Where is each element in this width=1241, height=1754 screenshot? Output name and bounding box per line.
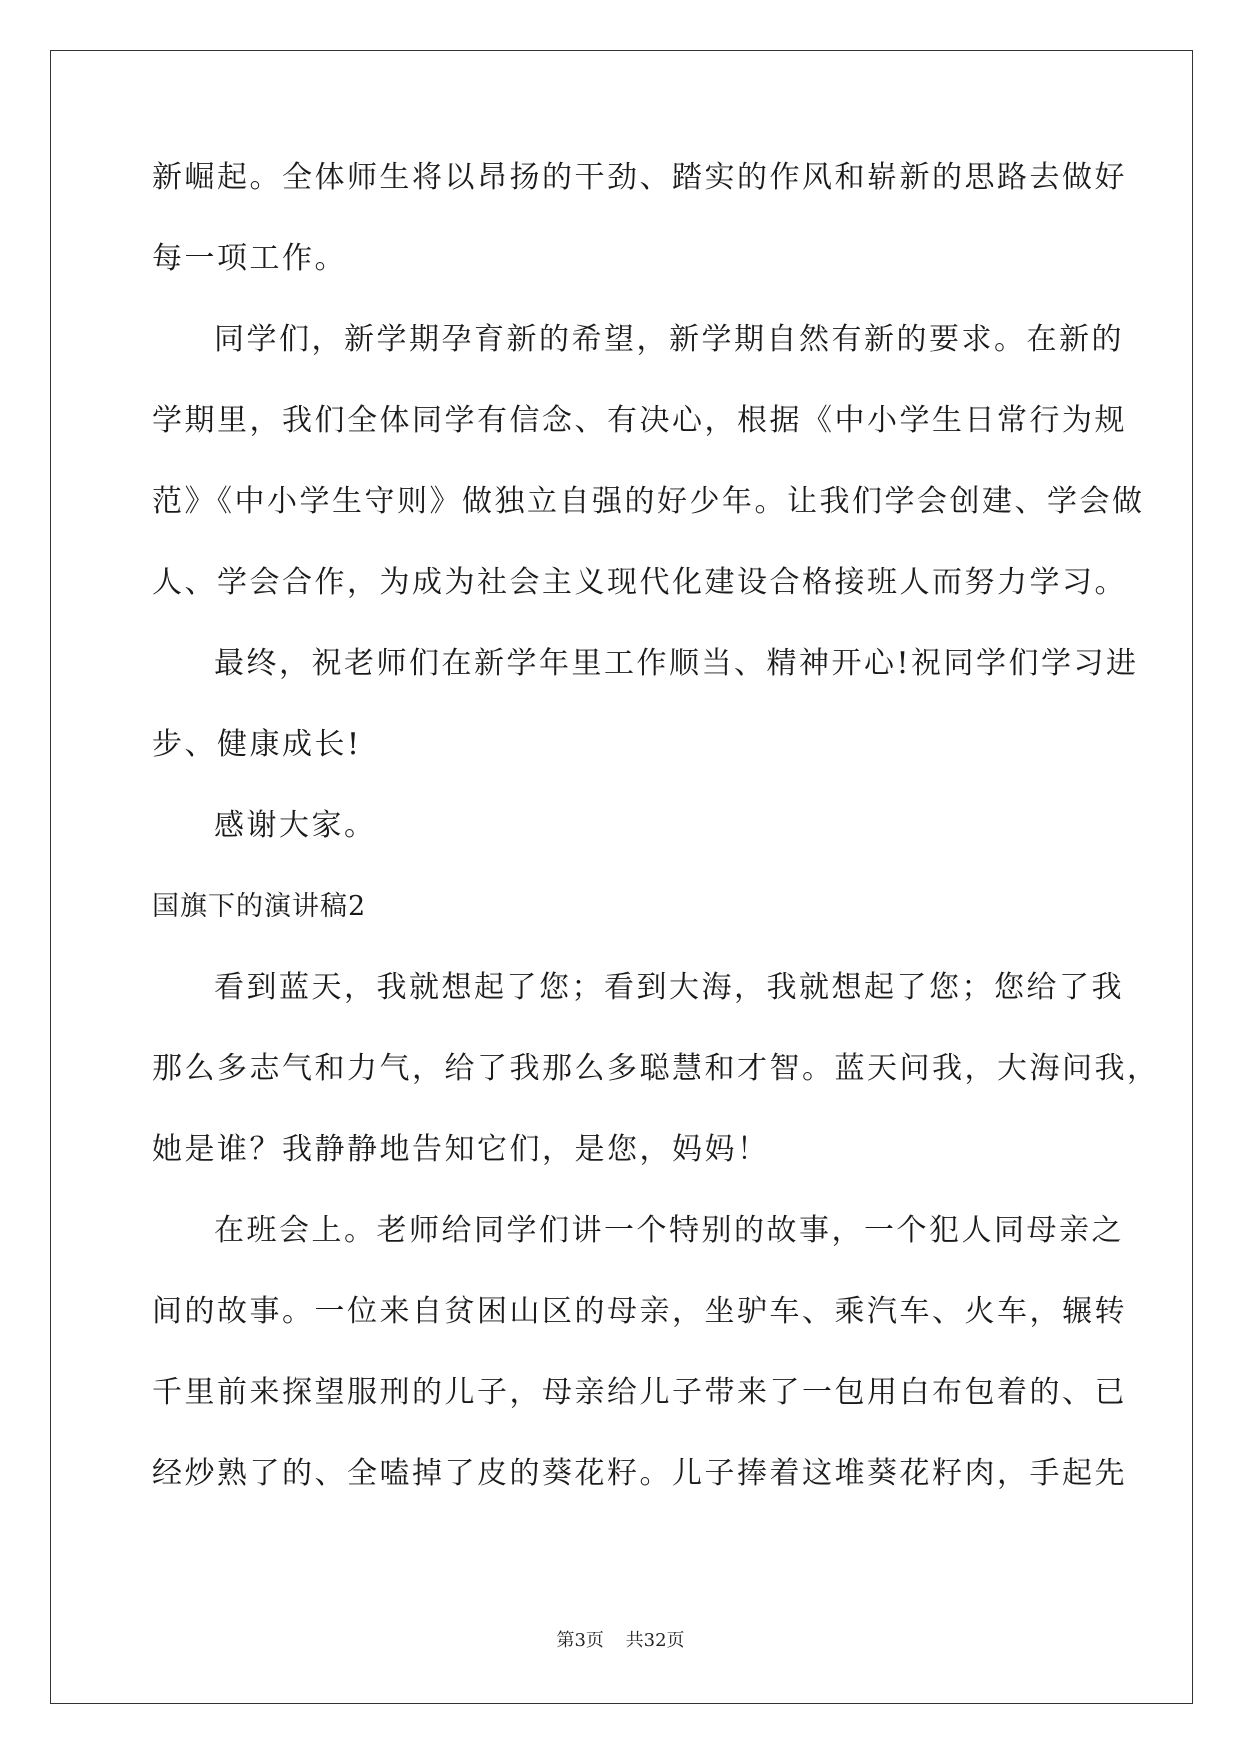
- paragraph-line: 感谢大家。: [214, 808, 377, 843]
- paragraph-line: 新崛起。全体师生将以昂扬的干劲、踏实的作风和崭新的思路去做好: [152, 160, 1127, 195]
- paragraph-line: 范》《中小学生守则》做独立自强的好少年。让我们学会创建、学会做: [152, 484, 1145, 519]
- paragraph-line: 在班会上。老师给同学们讲一个特别的故事，一个犯人同母亲之: [214, 1213, 1124, 1248]
- paragraph-line: 学期里，我们全体同学有信念、有决心，根据《中小学生日常行为规: [152, 403, 1127, 438]
- paragraph-line: 步、健康成长!: [152, 727, 362, 762]
- paragraph-line: 间的故事。一位来自贫困山区的母亲，坐驴车、乘汽车、火车，辗转: [152, 1294, 1127, 1329]
- page-footer: [0, 1629, 1241, 1653]
- paragraph-line: 每一项工作。: [152, 241, 347, 276]
- section-heading: 国旗下的演讲稿2: [152, 891, 367, 922]
- paragraph-line: 同学们，新学期孕育新的希望，新学期自然有新的要求。在新的: [214, 322, 1124, 357]
- paragraph-line: 经炒熟了的、全嗑掉了皮的葵花籽。儿子捧着这堆葵花籽肉，手起先: [152, 1456, 1127, 1491]
- paragraph-line: 她是谁？我静静地告知它们，是您，妈妈！: [152, 1132, 770, 1167]
- paragraph-line: 看到蓝天，我就想起了您；看到大海，我就想起了您；您给了我: [214, 970, 1124, 1005]
- page-number: 第3页: [556, 1630, 604, 1651]
- paragraph-line: 那么多志气和力气，给了我那么多聪慧和才智。蓝天问我，大海问我，: [152, 1051, 1160, 1086]
- page-total: 共32页: [625, 1630, 685, 1651]
- paragraph-line: 千里前来探望服刑的儿子，母亲给儿子带来了一包用白布包着的、已: [152, 1375, 1127, 1410]
- paragraph-line: 最终，祝老师们在新学年里工作顺当、精神开心!祝同学们学习进: [214, 646, 1139, 681]
- paragraph-line: 人、学会合作，为成为社会主义现代化建设合格接班人而努力学习。: [152, 565, 1127, 600]
